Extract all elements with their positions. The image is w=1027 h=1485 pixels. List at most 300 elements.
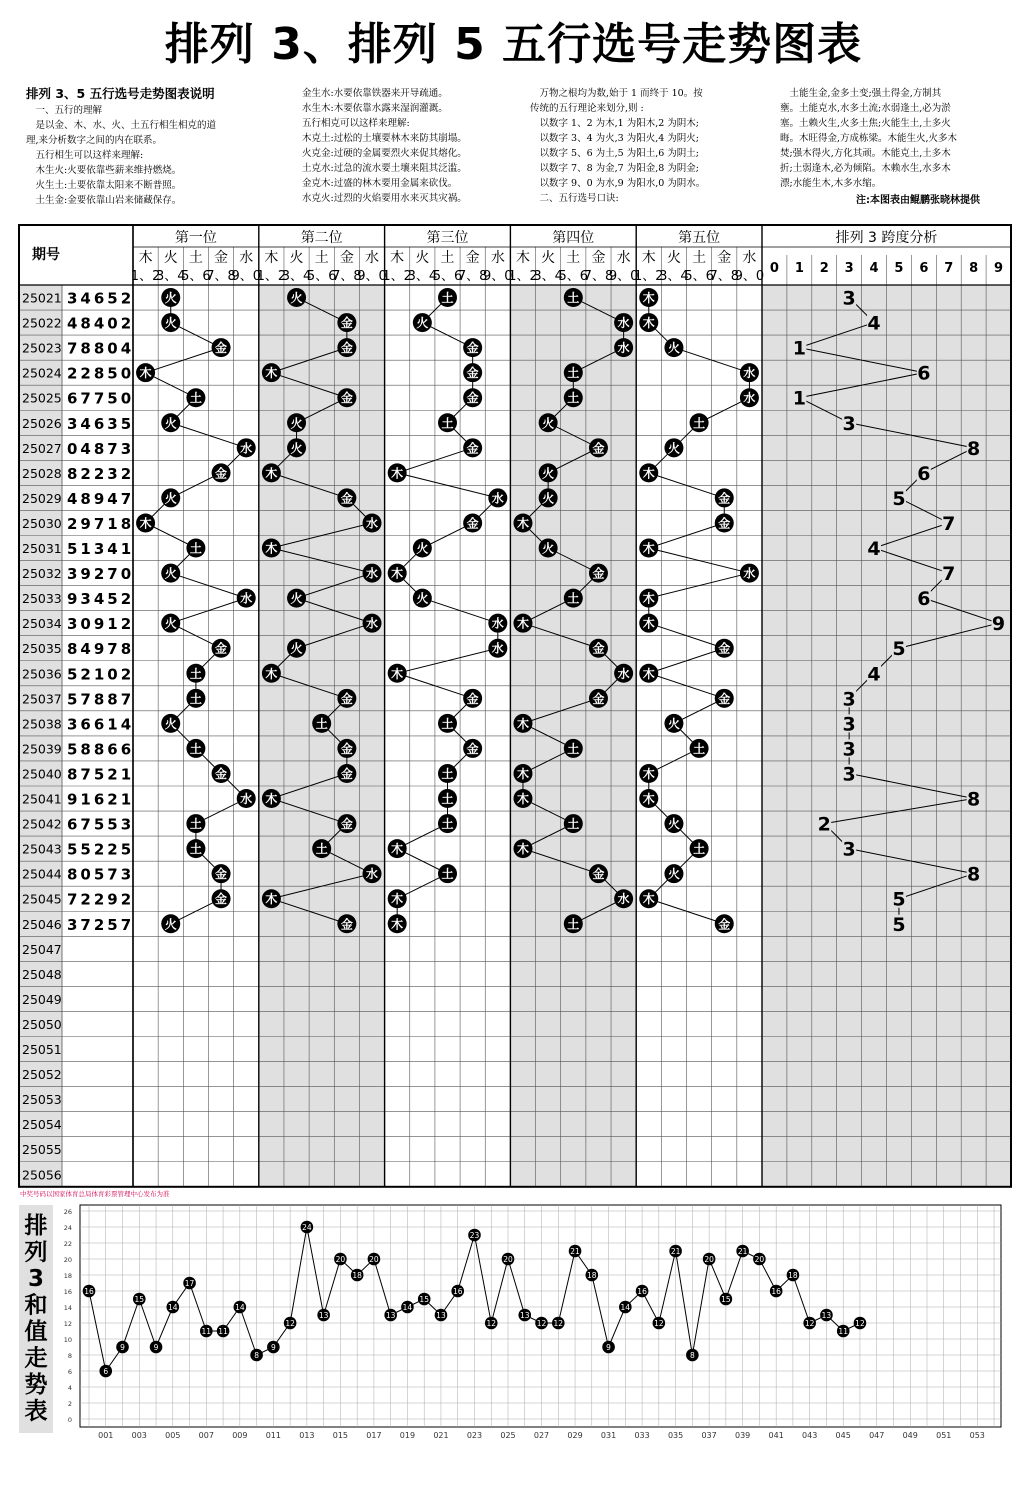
element-header: 水 — [742, 250, 757, 266]
x-tick-label: 017 — [366, 1431, 382, 1440]
description-line: 塞。土赖火生,火多土焦;火能生土,土多火 — [780, 118, 951, 129]
element-range-header: 3、4 — [659, 269, 689, 284]
draw-number: 51341 — [67, 540, 135, 559]
sum-point-label: 6 — [103, 1367, 109, 1376]
element-ball-label: 木 — [516, 842, 529, 857]
sum-point-label: 17 — [184, 1279, 195, 1288]
element-ball-label: 水 — [366, 516, 379, 531]
span-digit-header: 0 — [769, 261, 779, 276]
description-line: 以数字 5、6 为土,5 为阳土,6 为阴土; — [530, 148, 699, 159]
element-ball-label: 木 — [139, 516, 152, 531]
y-tick-label: 0 — [67, 1416, 72, 1424]
element-ball-label: 火 — [164, 616, 177, 631]
sum-point-label: 16 — [771, 1287, 781, 1296]
sum-point-label: 15 — [419, 1295, 429, 1304]
element-ball-label: 土 — [693, 416, 706, 431]
x-tick-label: 019 — [399, 1431, 416, 1440]
x-tick-label: 031 — [600, 1431, 617, 1440]
element-ball-label: 火 — [164, 716, 177, 731]
period-label: 25053 — [22, 1092, 62, 1108]
element-ball-label: 金 — [340, 817, 353, 832]
element-ball-label: 木 — [516, 616, 529, 631]
element-header: 土 — [440, 250, 455, 266]
draw-number: 22850 — [67, 364, 135, 383]
element-ball-label: 水 — [240, 441, 253, 456]
span-point: 6 — [917, 462, 931, 485]
element-range-header: 7、8 — [709, 269, 740, 284]
element-range-header: 7、8 — [583, 269, 614, 284]
x-tick-label: 029 — [567, 1431, 583, 1440]
element-ball-label: 金 — [466, 516, 479, 531]
period-label: 25051 — [22, 1042, 62, 1058]
element-ball-label: 木 — [642, 316, 655, 331]
x-tick-label: 047 — [869, 1431, 885, 1440]
element-ball-label: 火 — [290, 416, 303, 431]
span-digit-header: 1 — [794, 261, 804, 276]
period-label: 25049 — [22, 991, 62, 1007]
chart-title-char: 和 — [24, 1292, 48, 1319]
element-ball-label: 木 — [391, 842, 404, 857]
element-ball-label: 木 — [265, 892, 278, 907]
element-ball-label: 金 — [215, 867, 228, 882]
element-ball-label: 土 — [189, 817, 202, 832]
period-header: 期号 — [32, 247, 60, 263]
draw-number: 04873 — [67, 439, 135, 458]
x-tick-label: 009 — [232, 1431, 248, 1440]
element-header: 金 — [214, 250, 229, 266]
element-ball-label: 土 — [441, 416, 454, 431]
element-ball-label: 木 — [391, 466, 404, 481]
x-tick-label: 045 — [835, 1431, 851, 1440]
sum-point-label: 16 — [452, 1287, 463, 1296]
sum-point-label: 12 — [553, 1319, 564, 1328]
description-line: 以数字 1、2 为木,1 为阳木,2 为阴木; — [530, 118, 699, 129]
element-ball-label: 土 — [189, 391, 202, 406]
element-ball-label: 土 — [567, 917, 580, 932]
element-ball-label: 水 — [617, 341, 630, 356]
element-ball-label: 火 — [667, 716, 680, 731]
element-ball-label: 金 — [340, 491, 353, 506]
element-ball-label: 金 — [592, 441, 605, 456]
position-header: 第三位 — [426, 230, 469, 246]
element-ball-label: 木 — [516, 516, 529, 531]
element-ball-label: 土 — [693, 842, 706, 857]
description-line: 传统的五行理论来划分,则 : — [530, 103, 644, 114]
draw-number: 52102 — [67, 665, 135, 684]
element-header: 火 — [415, 250, 430, 266]
draw-number: 29718 — [67, 514, 135, 533]
description-line: 以数字 3、4 为火,3 为阳火,4 为阴火; — [530, 133, 699, 144]
element-ball-label: 金 — [466, 741, 479, 756]
period-label: 25039 — [22, 741, 62, 757]
element-ball-label: 木 — [642, 291, 655, 306]
period-label: 25040 — [22, 766, 62, 782]
x-tick-label: 011 — [265, 1431, 282, 1440]
chart-title-char: 列 — [24, 1239, 48, 1266]
element-ball-label: 火 — [667, 867, 680, 882]
period-label: 25026 — [22, 415, 62, 431]
element-ball-label: 水 — [240, 792, 253, 807]
x-tick-label: 027 — [533, 1431, 550, 1440]
sum-point-label: 18 — [352, 1271, 362, 1280]
element-range-header: 9、0 — [734, 269, 765, 284]
sum-point-label: 14 — [620, 1303, 631, 1312]
element-ball-label: 火 — [542, 541, 555, 556]
element-ball-label: 木 — [391, 917, 404, 932]
description-line: 金生水:水要依靠铁器来开导疏通。 — [302, 88, 448, 99]
sum-point-label: 14 — [402, 1303, 413, 1312]
span-point: 3 — [842, 713, 856, 736]
y-tick-label: 16 — [63, 1288, 72, 1296]
sum-point-label: 13 — [821, 1311, 832, 1320]
element-header: 木 — [138, 250, 153, 266]
description-heading: 排列 3、5 五行选号走势图表说明 — [26, 86, 215, 101]
element-ball-label: 火 — [416, 541, 429, 556]
period-label: 25028 — [22, 465, 62, 481]
element-ball-label: 水 — [366, 616, 379, 631]
element-ball-label: 水 — [617, 666, 630, 681]
sum-point-label: 21 — [570, 1247, 580, 1256]
span-digit-header: 9 — [994, 261, 1004, 276]
element-ball-label: 土 — [567, 817, 580, 832]
element-ball-label: 火 — [667, 341, 680, 356]
chart-plot-area — [80, 1205, 1001, 1427]
span-point: 5 — [892, 888, 906, 911]
element-header: 土 — [566, 250, 581, 266]
chart-title-char: 势 — [24, 1372, 48, 1398]
element-ball-label: 火 — [416, 316, 429, 331]
draw-number: 58866 — [67, 740, 135, 759]
sum-point-label: 8 — [689, 1351, 695, 1360]
span-digit-header: 7 — [944, 261, 954, 276]
element-ball-label: 木 — [516, 716, 529, 731]
period-label: 25035 — [22, 641, 62, 657]
position-header: 第四位 — [552, 230, 595, 246]
element-range-header: 9、0 — [357, 269, 387, 284]
sum-point-label: 24 — [302, 1223, 312, 1232]
description-line: 五行相生可以这样来理解: — [26, 150, 144, 161]
x-tick-label: 051 — [936, 1431, 952, 1440]
period-label: 25023 — [22, 340, 62, 356]
element-ball-label: 金 — [215, 341, 228, 356]
element-range-header: 7、8 — [457, 269, 488, 284]
sum-point-label: 15 — [134, 1295, 145, 1304]
element-range-header: 7、8 — [206, 269, 236, 284]
element-ball-label: 火 — [542, 491, 555, 506]
span-point: 3 — [842, 738, 856, 761]
span-point: 8 — [967, 437, 981, 460]
y-tick-label: 24 — [63, 1224, 72, 1232]
element-header: 金 — [339, 250, 354, 266]
description-line: 木克土:过松的土壤要林木来防其崩塌。 — [302, 133, 467, 144]
y-tick-label: 26 — [63, 1208, 72, 1216]
credit-note: 注:本图表由鲲鹏张晓林提供 — [856, 195, 980, 206]
element-header: 木 — [264, 250, 279, 266]
period-label: 25050 — [22, 1016, 62, 1032]
span-point: 2 — [817, 813, 831, 836]
element-ball-label: 金 — [466, 391, 479, 406]
period-label: 25052 — [22, 1067, 62, 1083]
element-ball-label: 木 — [139, 366, 152, 381]
period-label: 25024 — [22, 365, 62, 381]
position-header: 第二位 — [300, 230, 343, 246]
sum-point-label: 16 — [637, 1287, 647, 1296]
draw-number: 48947 — [67, 489, 135, 508]
element-ball-label: 水 — [743, 366, 756, 381]
span-point: 5 — [892, 487, 906, 510]
period-label: 25030 — [22, 515, 62, 531]
element-ball-label: 金 — [340, 766, 353, 781]
span-point: 3 — [842, 287, 856, 310]
element-ball-label: 水 — [617, 892, 630, 907]
element-ball-label: 金 — [592, 566, 605, 581]
element-header: 水 — [239, 250, 254, 266]
page-title: 排列 3、排列 5 五行选号走势图表 — [164, 19, 863, 70]
span-digit-header: 2 — [819, 261, 829, 276]
element-ball-label: 木 — [391, 566, 404, 581]
sum-point-label: 13 — [385, 1311, 396, 1320]
element-ball-label: 金 — [340, 341, 353, 356]
description-line: 焚;强木得火,方化其顽。木能克土,土多木 — [780, 148, 951, 159]
sum-point-label: 13 — [318, 1311, 329, 1320]
period-label: 25045 — [22, 891, 62, 907]
chart-title-char: 排 — [24, 1213, 48, 1239]
element-range-header: 9、0 — [608, 269, 639, 284]
draw-number: 82232 — [67, 464, 135, 483]
element-ball-label: 水 — [366, 566, 379, 581]
y-tick-label: 20 — [63, 1256, 72, 1264]
element-ball-label: 土 — [441, 716, 454, 731]
element-ball-label: 火 — [542, 416, 555, 431]
x-tick-label: 025 — [500, 1431, 516, 1440]
element-ball-label: 土 — [189, 666, 202, 681]
element-ball-label: 金 — [718, 691, 731, 706]
draw-number: 34652 — [67, 289, 135, 308]
element-ball-label: 水 — [366, 867, 379, 882]
sum-point-label: 12 — [536, 1319, 547, 1328]
description-line: 水克火:过烈的火焰要用水来灭其灾祸。 — [302, 193, 467, 204]
period-label: 25025 — [22, 390, 62, 406]
sum-point-label: 20 — [335, 1255, 346, 1264]
element-ball-label: 金 — [592, 691, 605, 706]
element-ball-label: 木 — [265, 366, 278, 381]
element-ball-label: 土 — [441, 867, 454, 882]
y-tick-label: 18 — [63, 1272, 72, 1280]
x-tick-label: 003 — [131, 1431, 147, 1440]
sum-point-label: 9 — [120, 1343, 125, 1352]
element-header: 金 — [465, 250, 480, 266]
span-header: 排列 3 跨度分析 — [835, 230, 938, 246]
span-point: 1 — [792, 337, 806, 360]
element-range-header: 3、4 — [155, 269, 186, 284]
element-ball-label: 金 — [466, 441, 479, 456]
x-tick-label: 023 — [466, 1431, 483, 1440]
period-label: 25042 — [22, 816, 62, 832]
element-ball-label: 土 — [441, 766, 454, 781]
element-range-header: 1、2 — [508, 269, 538, 284]
period-label: 25031 — [22, 541, 62, 557]
x-tick-label: 001 — [98, 1431, 114, 1440]
element-ball-label: 土 — [567, 366, 580, 381]
element-ball-label: 金 — [718, 641, 731, 656]
element-ball-label: 木 — [642, 766, 655, 781]
position-header: 第五位 — [678, 230, 721, 246]
draw-number: 37257 — [67, 915, 135, 934]
element-ball-label: 土 — [567, 591, 580, 606]
element-header: 火 — [541, 250, 556, 266]
description-line: 土克水:过急的流水要土壤来阻其泛滥。 — [302, 163, 467, 174]
element-ball-label: 土 — [189, 541, 202, 556]
x-tick-label: 043 — [802, 1431, 818, 1440]
sum-point-label: 21 — [670, 1247, 681, 1256]
element-range-header: 9、0 — [483, 269, 513, 284]
period-label: 25029 — [22, 490, 62, 506]
element-header: 木 — [390, 250, 405, 266]
element-ball-label: 火 — [164, 416, 177, 431]
element-ball-label: 火 — [667, 441, 680, 456]
period-label: 25054 — [22, 1117, 62, 1133]
element-ball-label: 金 — [466, 691, 479, 706]
description-line: 壅。土能克水,水多土流;水弱逢土,必为淤 — [780, 103, 951, 114]
chart-title-char: 值 — [24, 1319, 48, 1345]
span-point: 6 — [917, 362, 931, 385]
position-header: 第一位 — [174, 230, 217, 246]
description-line: 理,来分析数字之间的内在联系。 — [26, 135, 163, 146]
element-range-header: 5、6 — [432, 269, 463, 284]
period-label: 25036 — [22, 666, 62, 682]
sum-point-label: 20 — [754, 1255, 765, 1264]
element-ball-label: 木 — [265, 466, 278, 481]
description-line: 火克金:过硬的金属要烈火来促其熔化。 — [302, 148, 467, 159]
description-line: 是以金、木、水、火、土五行相生相克的道 — [26, 120, 217, 131]
span-digit-header: 8 — [969, 261, 979, 276]
x-tick-label: 035 — [667, 1431, 684, 1440]
element-ball-label: 金 — [215, 641, 228, 656]
sum-point-label: 20 — [369, 1255, 379, 1264]
element-ball-label: 木 — [516, 792, 529, 807]
draw-number: 36614 — [67, 715, 135, 734]
element-ball-label: 金 — [215, 466, 228, 481]
span-point: 5 — [892, 638, 906, 661]
element-ball-label: 火 — [164, 491, 177, 506]
description-line: 晦。木旺得金,方成栋梁。木能生火,火多木 — [780, 133, 958, 144]
y-tick-label: 10 — [63, 1336, 72, 1344]
draw-number: 87521 — [67, 765, 135, 784]
draw-number: 55225 — [67, 840, 135, 859]
chart-title-char: 走 — [24, 1345, 48, 1372]
sum-point-label: 18 — [788, 1271, 798, 1280]
sum-point-label: 12 — [804, 1319, 815, 1328]
y-tick-label: 12 — [63, 1320, 72, 1328]
draw-number: 48402 — [67, 314, 135, 333]
y-tick-label: 8 — [67, 1352, 72, 1360]
element-range-header: 1、2 — [256, 269, 287, 284]
sum-point-label: 11 — [838, 1327, 848, 1336]
period-label: 25043 — [22, 841, 62, 857]
element-range-header: 3、4 — [407, 269, 438, 284]
sum-point-label: 20 — [503, 1255, 513, 1264]
element-ball-label: 金 — [718, 917, 731, 932]
element-ball-label: 金 — [340, 316, 353, 331]
span-point: 3 — [842, 838, 856, 861]
element-ball-label: 土 — [567, 741, 580, 756]
sum-point-label: 11 — [218, 1327, 228, 1336]
period-label: 25047 — [22, 941, 62, 957]
span-digit-header: 5 — [894, 261, 904, 276]
sum-point-label: 20 — [704, 1255, 714, 1264]
span-digit-header: 4 — [869, 261, 879, 276]
element-header: 水 — [616, 250, 631, 266]
span-point: 9 — [991, 613, 1006, 636]
span-point: 5 — [892, 913, 906, 936]
element-ball-label: 土 — [189, 691, 202, 706]
sum-point-label: 11 — [201, 1327, 212, 1336]
sum-point-label: 23 — [469, 1231, 480, 1240]
draw-number: 39270 — [67, 565, 135, 584]
draw-number: 30912 — [67, 615, 135, 634]
period-label: 25048 — [22, 966, 62, 982]
element-ball-label: 火 — [416, 591, 429, 606]
span-point: 4 — [867, 663, 881, 686]
description-line: 土生金:金要依靠山岩来储藏保存。 — [26, 195, 182, 206]
element-ball-label: 金 — [215, 766, 228, 781]
span-point: 6 — [917, 588, 931, 611]
period-label: 25027 — [22, 440, 62, 456]
element-ball-label: 金 — [466, 366, 479, 381]
element-ball-label: 木 — [265, 666, 278, 681]
span-point: 1 — [792, 387, 806, 410]
x-tick-label: 037 — [701, 1431, 717, 1440]
element-ball-label: 金 — [718, 491, 731, 506]
draw-number: 34635 — [67, 414, 135, 433]
sum-point-label: 13 — [519, 1311, 530, 1320]
description-line: 折;土弱逢木,必为倾陷。木赖水生,水多木 — [780, 163, 951, 174]
sum-point-label: 18 — [587, 1271, 597, 1280]
y-tick-label: 6 — [67, 1368, 72, 1376]
element-ball-label: 金 — [340, 391, 353, 406]
span-digit-header: 6 — [919, 261, 929, 276]
element-ball-label: 水 — [491, 491, 504, 506]
period-label: 25038 — [22, 716, 62, 732]
x-tick-label: 005 — [165, 1431, 181, 1440]
description-line: 土能生金,金多土变;强土得金,方制其 — [780, 88, 942, 99]
element-header: 水 — [365, 250, 380, 266]
period-label: 25022 — [22, 315, 62, 331]
element-ball-label: 火 — [290, 441, 303, 456]
sum-point-label: 9 — [153, 1343, 159, 1352]
draw-number: 78804 — [67, 339, 135, 358]
description-line: 五行相克可以这样来理解: — [302, 118, 410, 129]
element-ball-label: 木 — [265, 541, 278, 556]
description-line: 金克木:过盛的林木要用金属来砍伐。 — [302, 178, 458, 189]
element-ball-label: 水 — [491, 616, 504, 631]
element-range-header: 1、2 — [130, 269, 161, 284]
element-ball-label: 土 — [441, 792, 454, 807]
sum-point-label: 12 — [486, 1319, 497, 1328]
span-point: 4 — [867, 538, 881, 561]
draw-number: 67750 — [67, 389, 135, 408]
element-ball-label: 木 — [265, 792, 278, 807]
period-label: 25037 — [22, 691, 62, 707]
description-line: 万物之根均为数,始于 1 而终于 10。按 — [530, 88, 703, 99]
element-ball-label: 金 — [466, 341, 479, 356]
element-header: 土 — [692, 250, 707, 266]
y-tick-label: 22 — [63, 1240, 72, 1248]
x-tick-label: 013 — [299, 1431, 315, 1440]
element-ball-label: 土 — [189, 842, 202, 857]
y-tick-label: 14 — [63, 1304, 72, 1312]
description-line: 火生土:土要依靠太阳来不断普照。 — [26, 180, 182, 191]
